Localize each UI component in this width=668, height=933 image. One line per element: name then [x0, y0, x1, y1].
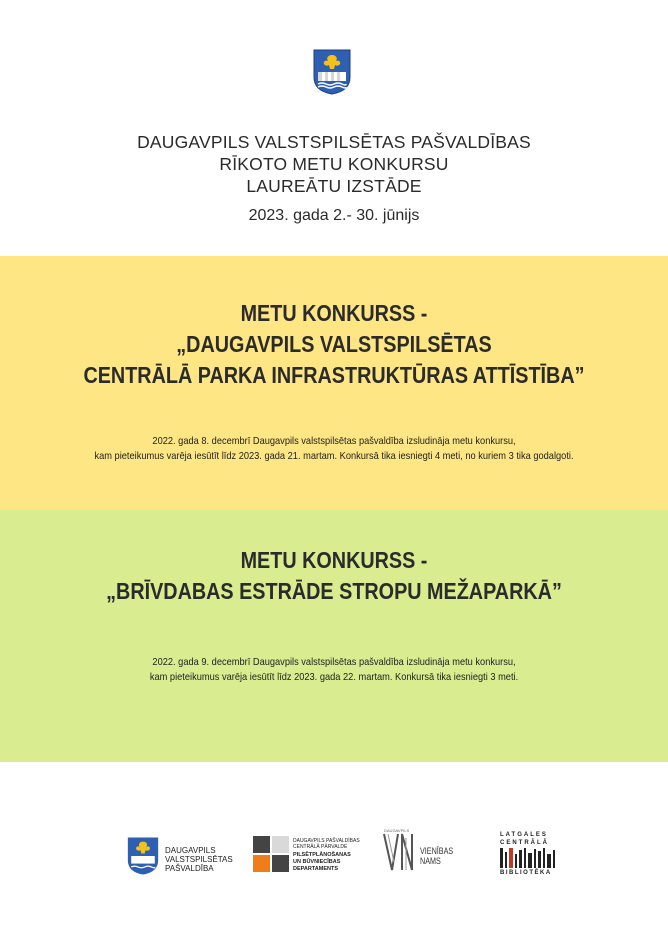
- vienibas-nams-prefix: DAUGAVPILS: [384, 828, 410, 833]
- municipality-logo: [127, 836, 237, 878]
- contest-1-title-line-2: „DAUGAVPILS VALSTSPILSĒTAS: [176, 331, 492, 357]
- library-line-1: LATGALES: [500, 832, 548, 838]
- municipality-crest-icon: [127, 836, 159, 876]
- municipality-name-line-2: VALSTSPILSĒTAS: [165, 855, 233, 864]
- vienibas-nams-name: VIENĪBAS NAMS: [420, 846, 454, 866]
- contest-2-description-line-2: kam pieteikumus varēja iesūtīt līdz 2023. gada 22. martam. Konkursā tika iesniegti 3 meti.: [149, 672, 519, 683]
- library-line-3: BIBLIOTĒKA: [500, 870, 552, 876]
- planning-line-2: CENTRĀLĀ PĀRVALDE: [293, 844, 348, 850]
- planning-line-3: PILSĒTPLĀNOŠANAS: [293, 852, 351, 858]
- library-line-2: CENTRĀLĀ: [500, 840, 549, 846]
- contest-1-title-line-1: METU KONKURSS -: [240, 300, 428, 326]
- daugavpils-coat-of-arms-icon: [313, 49, 351, 95]
- contest-2-description-line-1: 2022. gada 9. decembrī Daugavpils valstspilsētas pašvaldība izsludināja metu konkursu,: [152, 657, 516, 668]
- header-line-2: RĪKOTO METU KONKURSU: [219, 154, 449, 174]
- library-books-icon: [500, 848, 556, 868]
- vienibas-nams-mark-icon: [382, 832, 418, 876]
- contest-2-title-line-2: „BRĪVDABAS ESTRĀDE STROPU MEŽAPARKĀ”: [106, 578, 562, 604]
- planning-department-logo: [253, 836, 373, 876]
- header-line-1: DAUGAVPILS VALSTSPILSĒTAS PAŠVALDĪBAS: [137, 132, 531, 152]
- vienibas-nams-logo: [382, 828, 482, 878]
- contest-1-description-line-2: kam pieteikumus varēja iesūtīt līdz 2023. gada 21. martam. Konkursā tika iesniegti 4 meti, no kuriem 3 tika godalgoti.: [94, 451, 574, 462]
- municipality-name-line-3: PAŠVALDĪBA: [165, 864, 214, 873]
- planning-department-mark-icon: [253, 836, 289, 872]
- planning-line-1: DAUGAVPILS PAŠVALDĪBAS: [293, 838, 360, 844]
- library-logo: [500, 832, 560, 878]
- contest-1-title-line-3: CENTRĀLĀ PARKA INFRASTRUKTŪRAS ATTĪSTĪBA”: [83, 362, 585, 388]
- municipality-name-line-1: DAUGAVPILS: [165, 846, 216, 855]
- contest-1-description-line-1: 2022. gada 8. decembrī Daugavpils valstspilsētas pašvaldība izsludināja metu konkursu,: [152, 436, 516, 447]
- header-line-3: LAUREĀTU IZSTĀDE: [246, 176, 422, 196]
- planning-line-4: UN BŪVNIECĪBAS: [293, 859, 341, 865]
- planning-line-5: DEPARTAMENTS: [293, 866, 339, 872]
- exhibition-dates: 2023. gada 2.- 30. jūnijs: [248, 207, 420, 224]
- contest-2-title-line-1: METU KONKURSS -: [240, 547, 428, 573]
